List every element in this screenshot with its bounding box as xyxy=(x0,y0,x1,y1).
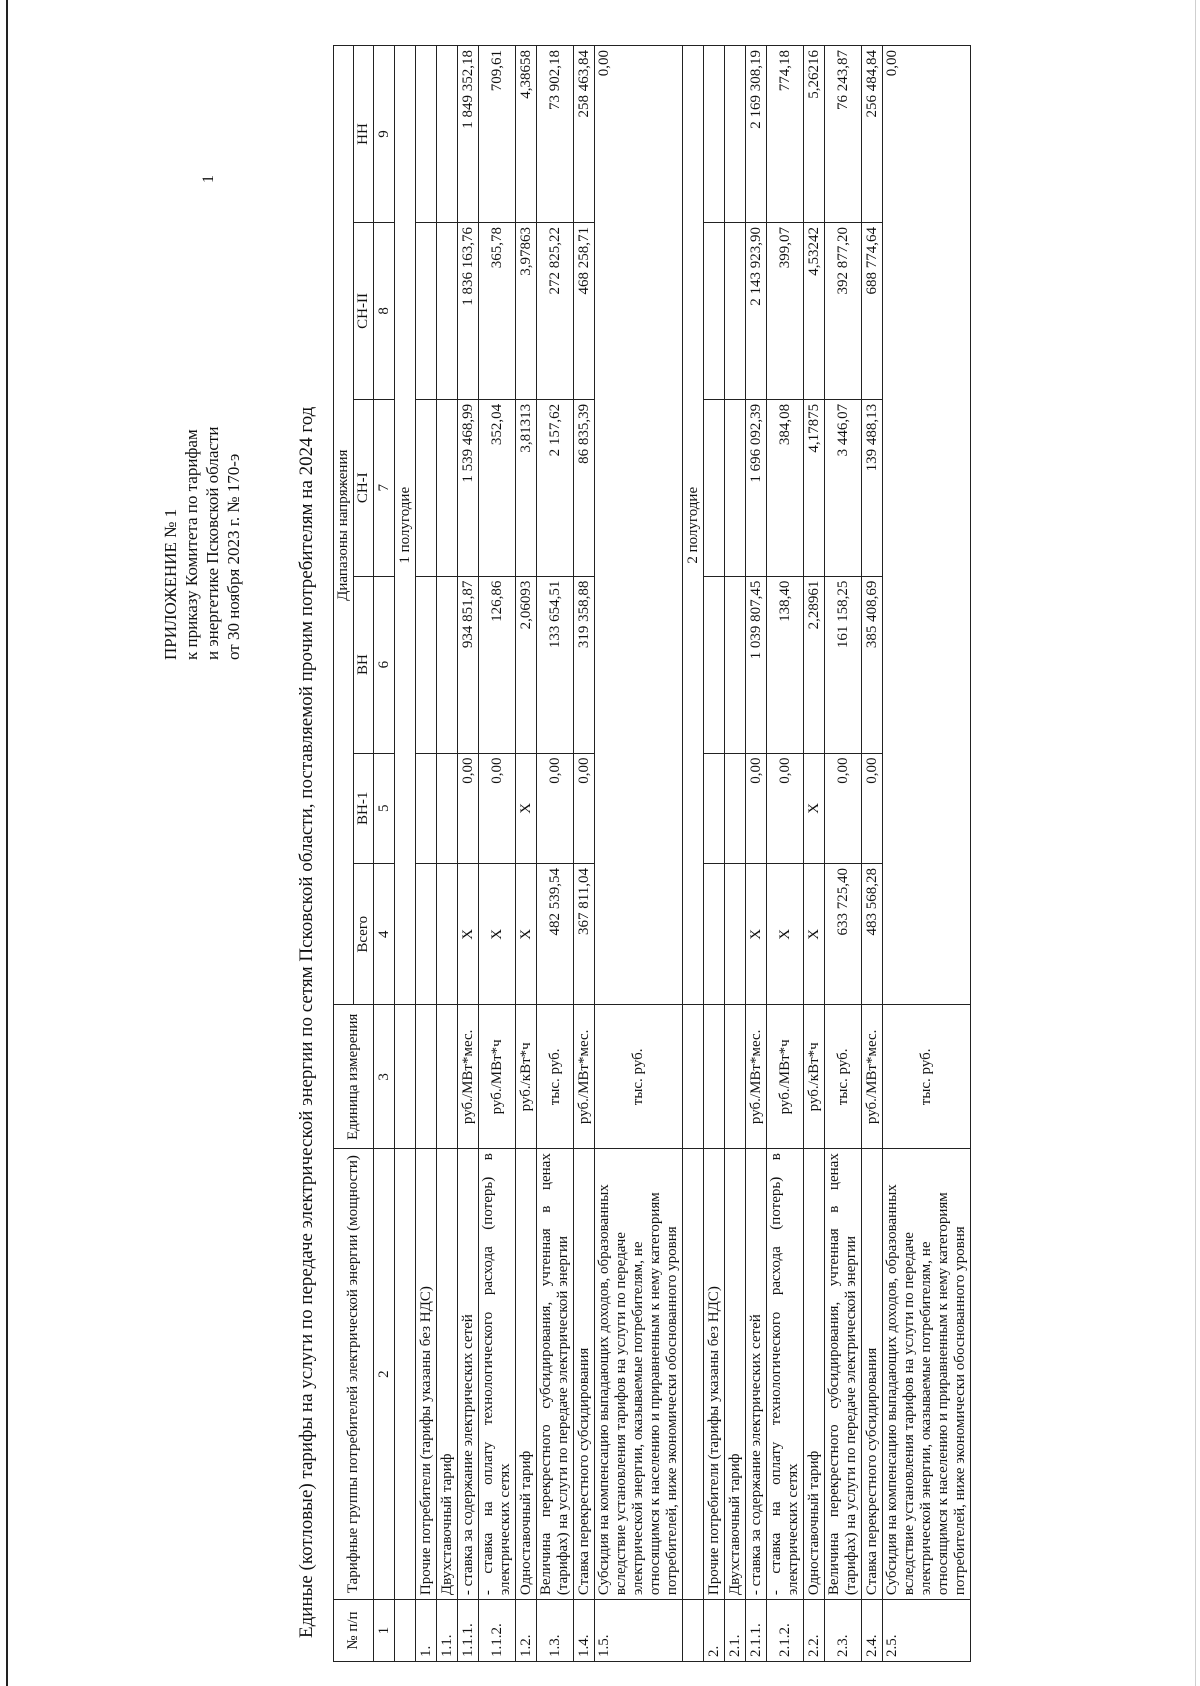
row-num: 1.1.2. xyxy=(479,1600,516,1662)
row-name: Прочие потребители (тарифы указаны без НДС) xyxy=(416,1149,437,1600)
row-num: 2.5. xyxy=(883,1600,971,1662)
row-num: 1.1.1. xyxy=(458,1600,479,1662)
cell-sn2: 468 258,71 xyxy=(574,222,595,399)
row-unit: руб./кВт*ч xyxy=(804,1005,825,1149)
row-unit: руб./МВт*ч xyxy=(479,1005,516,1149)
row-name: Субсидия на компенсацию выпадающих доходов, образованных вследствие установления тарифов на услуги по передаче электрической энергии, оказываемые потребителям, не относящимся к населению и приравненным к нему категориям потребителей, ниже экономически обоснованного уровня xyxy=(883,1149,971,1600)
cell-sn2: 688 774,64 xyxy=(862,222,883,399)
row-name: Двухставочный тариф xyxy=(437,1149,458,1600)
cell-vn: 2,28961 xyxy=(804,576,825,753)
cell-total: X xyxy=(479,864,516,1005)
cell-nn: 5,26216 xyxy=(804,46,825,223)
header-group: Тарифные группы потребителей электрической энергии (мощности) xyxy=(334,1149,374,1600)
col-number: 6 xyxy=(374,576,395,753)
row-name: - ставка на оплату технологического расхода (потерь) в электрических сетях xyxy=(767,1149,804,1600)
appendix-date: от 30 ноября 2023 г. № 170-э xyxy=(224,453,243,660)
row-unit: руб./кВт*ч xyxy=(516,1005,537,1149)
cell-sn1: 139 488,13 xyxy=(862,399,883,576)
cell-vn1: 0,00 xyxy=(825,753,862,864)
cell-sn2: 392 877,20 xyxy=(825,222,862,399)
table-row xyxy=(537,46,574,1662)
row-num: 2.4. xyxy=(862,1600,883,1662)
scan-edge-line-right xyxy=(1195,0,1196,1686)
cell-nn: 76 243,87 xyxy=(825,46,862,223)
cell-vn: 133 654,51 xyxy=(537,576,574,753)
row-unit: руб./МВт*мес. xyxy=(458,1005,479,1149)
cell-vn1: 0,00 xyxy=(862,753,883,864)
cell-sn1: 352,04 xyxy=(479,399,516,576)
table-row xyxy=(883,46,971,1662)
header-sn2: СН-II xyxy=(354,222,374,399)
table-row xyxy=(595,46,683,1662)
cell-vn: 161 158,25 xyxy=(825,576,862,753)
table-row xyxy=(825,46,862,1662)
row-unit: тыс. руб. xyxy=(825,1005,862,1149)
col-number: 2 xyxy=(374,1149,395,1600)
cell-vn1: 0,00 xyxy=(537,753,574,864)
cell-sn2: 4,53242 xyxy=(804,222,825,399)
cell-sn1: 3,81313 xyxy=(516,399,537,576)
cell-vn: 934 851,87 xyxy=(458,576,479,753)
table-row xyxy=(516,46,537,1662)
row-name: Ставка перекрестного субсидирования xyxy=(862,1149,883,1600)
cell-sn2: 365,78 xyxy=(479,222,516,399)
row-name: Одноставочный тариф xyxy=(804,1149,825,1600)
col-number: 4 xyxy=(374,864,395,1005)
table-row xyxy=(704,46,725,1662)
appendix-title: ПРИЛОЖЕНИЕ № 1 xyxy=(161,508,180,660)
row-unit: тыс. руб. xyxy=(595,1005,683,1149)
cell-nn: 2 169 308,19 xyxy=(746,46,767,223)
half-label: 1 полугодие xyxy=(395,46,416,1006)
document-title: Единые (котловые) тарифы на услуги по передаче электрической энергии по сетям Псковской области, поставляемой прочим потребителям на 2024 год xyxy=(296,406,317,1638)
row-num: 2.1.2. xyxy=(767,1600,804,1662)
cell-sn1: 2 157,62 xyxy=(537,399,574,576)
col-number: 8 xyxy=(374,222,395,399)
row-name: Величина перекрестного субсидирования, учтенная в ценах (тарифах) на услуги по передаче электрической энергии xyxy=(825,1149,862,1600)
cell-total: 633 725,40 xyxy=(825,864,862,1005)
cell-total: 483 568,28 xyxy=(862,864,883,1005)
cell-vn: 1 039 807,45 xyxy=(746,576,767,753)
row-name: Одноставочный тариф xyxy=(516,1149,537,1600)
cell-vn1: 0,00 xyxy=(574,753,595,864)
row-name: Двухставочный тариф xyxy=(725,1149,746,1600)
col-number: 7 xyxy=(374,399,395,576)
row-name: Ставка перекрестного субсидирования xyxy=(574,1149,595,1600)
row-name: - ставка на оплату технологического расхода (потерь) в электрических сетях xyxy=(479,1149,516,1600)
row-num: 2.1.1. xyxy=(746,1600,767,1662)
tariff-table xyxy=(333,45,971,1662)
row-unit: руб./МВт*мес. xyxy=(574,1005,595,1149)
cell-sn1: 1 539 468,99 xyxy=(458,399,479,576)
row-name: - ставка за содержание электрических сетей xyxy=(458,1149,479,1600)
cell-nn: 1 849 352,18 xyxy=(458,46,479,223)
header-sn1: СН-I xyxy=(354,399,374,576)
cell-vn: 2,06093 xyxy=(516,576,537,753)
half-label: 2 полугодие xyxy=(683,46,704,1006)
row-num: 1.1. xyxy=(437,1600,458,1662)
cell-sn1: 3 446,07 xyxy=(825,399,862,576)
cell-total: X xyxy=(516,864,537,1005)
row-num: 2.3. xyxy=(825,1600,862,1662)
header-num: № п/п xyxy=(334,1600,374,1662)
cell-nn: 256 484,84 xyxy=(862,46,883,223)
row-num: 1. xyxy=(416,1600,437,1662)
row-unit: руб./МВт*мес. xyxy=(862,1005,883,1149)
cell-total: X xyxy=(767,864,804,1005)
table-row xyxy=(574,46,595,1662)
cell-nn: 4,38658 xyxy=(516,46,537,223)
cell-vn: 126,86 xyxy=(479,576,516,753)
cell-subsidy: 0,00 xyxy=(595,46,683,1006)
row-num: 1.3. xyxy=(537,1600,574,1662)
cell-total: 482 539,54 xyxy=(537,864,574,1005)
table-row xyxy=(725,46,746,1662)
page-mark: 1 xyxy=(200,175,217,183)
section-row xyxy=(683,46,704,1662)
col-number: 9 xyxy=(374,46,395,223)
section-row xyxy=(395,46,416,1662)
header-vn: ВН xyxy=(354,576,374,753)
appendix-line: и энергетике Псковской области xyxy=(203,426,222,660)
cell-sn2: 3,97863 xyxy=(516,222,537,399)
header-total: Всего xyxy=(354,864,374,1005)
table-row xyxy=(458,46,479,1662)
col-number: 5 xyxy=(374,753,395,864)
cell-vn1: 0,00 xyxy=(479,753,516,864)
cell-total: X xyxy=(746,864,767,1005)
cell-sn1: 1 696 092,39 xyxy=(746,399,767,576)
tariff-table-wrapper xyxy=(333,45,971,1662)
table-row xyxy=(437,46,458,1662)
cell-vn1: 0,00 xyxy=(458,753,479,864)
row-num: 1.5. xyxy=(595,1600,683,1662)
cell-vn1: 0,00 xyxy=(746,753,767,864)
row-unit: тыс. руб. xyxy=(883,1005,971,1149)
cell-total: 367 811,04 xyxy=(574,864,595,1005)
table-row xyxy=(862,46,883,1662)
table-row xyxy=(479,46,516,1662)
cell-sn1: 4,17875 xyxy=(804,399,825,576)
cell-total: X xyxy=(458,864,479,1005)
row-name: Величина перекрестного субсидирования, учтенная в ценах (тарифах) на услуги по передаче электрической энергии xyxy=(537,1149,574,1600)
cell-sn2: 2 143 923,90 xyxy=(746,222,767,399)
cell-sn2: 272 825,22 xyxy=(537,222,574,399)
appendix-block xyxy=(160,426,244,660)
cell-vn: 319 358,88 xyxy=(574,576,595,753)
col-number: 1 xyxy=(374,1600,395,1662)
row-num: 2.2. xyxy=(804,1600,825,1662)
table-row xyxy=(746,46,767,1662)
cell-sn1: 384,08 xyxy=(767,399,804,576)
cell-nn: 258 463,84 xyxy=(574,46,595,223)
header-vn1: ВН-1 xyxy=(354,753,374,864)
cell-nn: 709,61 xyxy=(479,46,516,223)
row-unit: тыс. руб. xyxy=(537,1005,574,1149)
header-ranges: Диапазоны напряжения xyxy=(334,46,354,1006)
cell-sn2: 399,07 xyxy=(767,222,804,399)
row-num: 1.2. xyxy=(516,1600,537,1662)
cell-vn: 385 408,69 xyxy=(862,576,883,753)
table-row xyxy=(804,46,825,1662)
table-row xyxy=(416,46,437,1662)
row-num: 2. xyxy=(704,1600,725,1662)
table-row xyxy=(767,46,804,1662)
row-name: Прочие потребители (тарифы указаны без НДС) xyxy=(704,1149,725,1600)
rotated-document-page xyxy=(0,10,1190,1670)
row-unit: руб./МВт*мес. xyxy=(746,1005,767,1149)
col-number: 3 xyxy=(374,1005,395,1149)
cell-nn: 73 902,18 xyxy=(537,46,574,223)
header-unit: Единица измерения xyxy=(334,1005,374,1149)
row-name: Субсидия на компенсацию выпадающих доходов, образованных вследствие установления тарифов на услуги по передаче электрической энергии, оказываемые потребителям, не относящимся к населению и приравненным к нему категориям потребителей, ниже экономически обоснованного уровня xyxy=(595,1149,683,1600)
header-nn: НН xyxy=(354,46,374,223)
cell-nn: 774,18 xyxy=(767,46,804,223)
row-num: 2.1. xyxy=(725,1600,746,1662)
row-unit: руб./МВт*ч xyxy=(767,1005,804,1149)
cell-vn1: X xyxy=(804,753,825,864)
cell-subsidy: 0,00 xyxy=(883,46,971,1006)
cell-sn1: 86 835,39 xyxy=(574,399,595,576)
row-num: 1.4. xyxy=(574,1600,595,1662)
cell-vn: 138,40 xyxy=(767,576,804,753)
cell-total: X xyxy=(804,864,825,1005)
cell-vn1: X xyxy=(516,753,537,864)
cell-sn2: 1 836 163,76 xyxy=(458,222,479,399)
row-name: - ставка за содержание электрических сетей xyxy=(746,1149,767,1600)
cell-vn1: 0,00 xyxy=(767,753,804,864)
appendix-line: к приказу Комитета по тарифам xyxy=(182,429,201,660)
